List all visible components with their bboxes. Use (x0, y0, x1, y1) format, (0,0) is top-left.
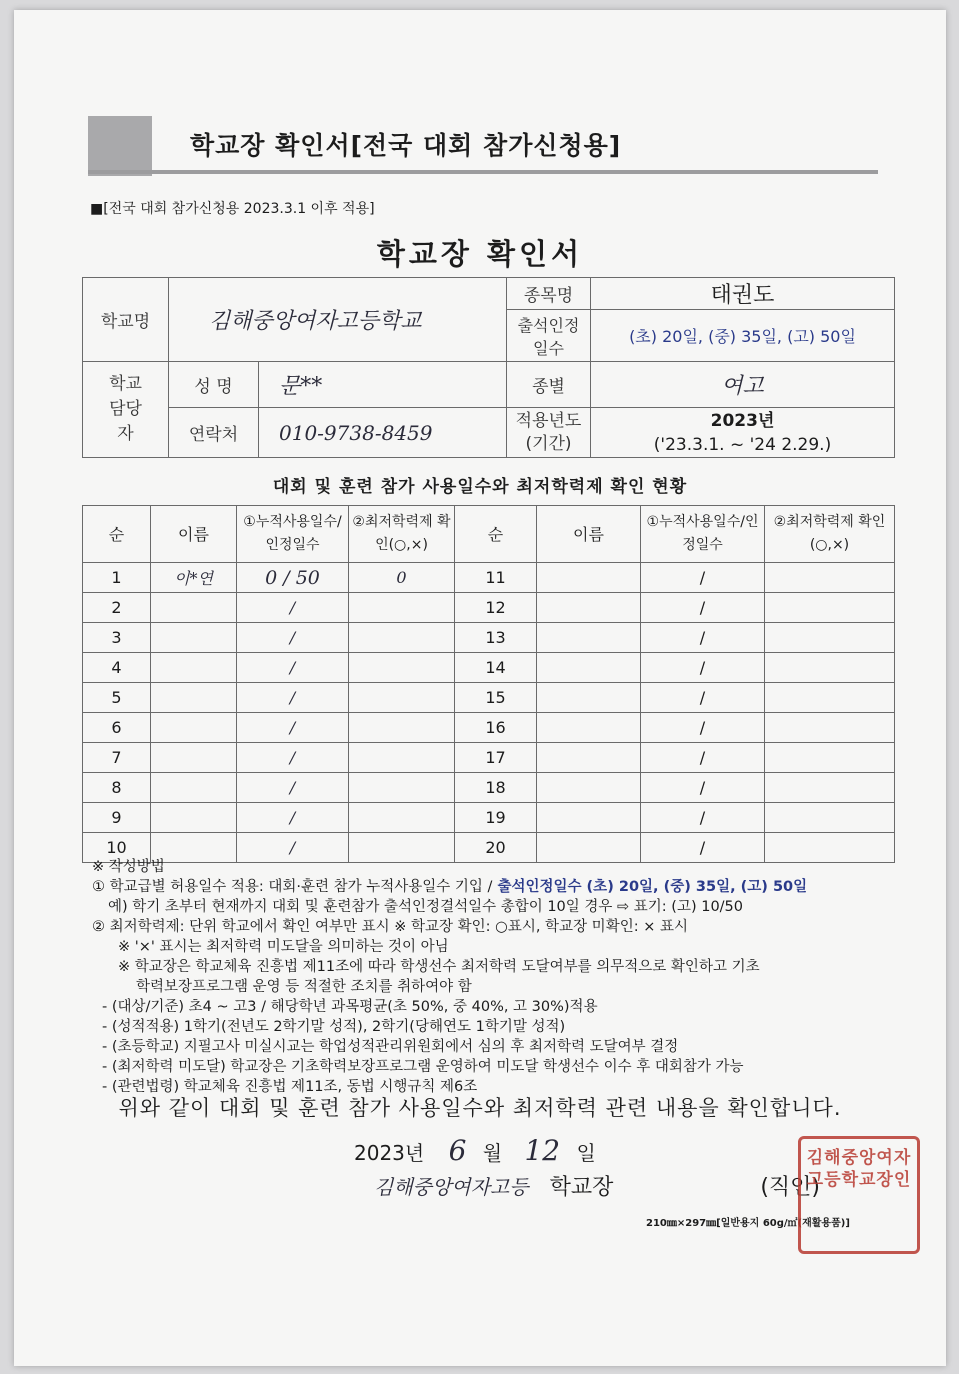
status-section-title: 대회 및 훈련 참가 사용일수와 최저학력제 확인 현황 (272, 477, 688, 497)
row-no: 9 (83, 803, 151, 833)
notes-heading: ※ 작성방법 (92, 859, 165, 875)
note-2: ② 최저학력제: 단위 학교에서 확인 여부만 표시 ※ 학교장 확인: ○표시, 학교장 미확인: × 표시 (92, 919, 688, 935)
row-name-2 (537, 623, 641, 653)
row-days-2: / (641, 683, 765, 713)
sport-label: 종목명 (507, 278, 591, 310)
row-name (151, 773, 237, 803)
row-no: 7 (83, 743, 151, 773)
row-name (151, 653, 237, 683)
row-name (151, 743, 237, 773)
row-name-2 (537, 593, 641, 623)
table-row (83, 683, 895, 713)
table-row (83, 623, 895, 653)
note-7: - (성적적용) 1학기(전년도 2학기말 성적), 2학기(당해연도 1학기말 성적) (102, 1019, 566, 1035)
row-days-2: / (641, 743, 765, 773)
status-header-row (83, 506, 895, 563)
table-row (83, 773, 895, 803)
table-row (83, 653, 895, 683)
row-check-2 (765, 623, 895, 653)
row-check-2 (765, 653, 895, 683)
row-name (151, 683, 237, 713)
attendance-label: 출석인정일수 (507, 310, 591, 362)
row-check-2 (765, 743, 895, 773)
row-name-2 (537, 683, 641, 713)
row-check-2 (765, 713, 895, 743)
row-days: / (237, 683, 349, 713)
period-value: ('23.3.1. ~ '24 2.29.) (653, 434, 832, 455)
contact-value: 010-9738-8459 (259, 408, 507, 458)
row-name-2 (537, 803, 641, 833)
row-no: 10 (83, 833, 151, 863)
school-name-value: 김해중앙여자고등학교 (169, 278, 507, 362)
row-days: 0 / 50 (237, 563, 349, 593)
date-year: 2023년 (354, 1141, 425, 1165)
col-check-header-2: ②최저학력제 확인(○,×) (765, 506, 895, 563)
kind-value: 여고 (591, 362, 895, 408)
header-rule (88, 170, 878, 174)
row-check (349, 743, 455, 773)
note-10: - (관련법령) 학교체육 진흥법 제11조, 동법 시행규칙 제6조 (102, 1079, 478, 1095)
year-cell (591, 408, 895, 458)
contact-label: 연락처 (169, 408, 259, 458)
school-name-label: 학교명 (83, 278, 169, 362)
official-seal (798, 1136, 920, 1254)
row-check (349, 593, 455, 623)
row-days: / (237, 593, 349, 623)
row-no: 8 (83, 773, 151, 803)
form-subheading: ■[전국 대회 참가신청용 2023.3.1 이후 적용] (90, 201, 375, 217)
document-title: 학교장 확인서 (376, 237, 584, 271)
row-name-2 (537, 743, 641, 773)
name-label: 성 명 (169, 362, 259, 408)
year-value: 2023년 (710, 410, 775, 431)
manager-name-value: 문** (259, 362, 507, 408)
note-3: ※ '×' 표시는 최저학력 미도달을 의미하는 것이 아님 (118, 939, 449, 955)
school-signature: 김해중앙여자고등 (374, 1175, 529, 1199)
date-day: 12 (524, 1134, 561, 1167)
table-row (83, 713, 895, 743)
row-no: 3 (83, 623, 151, 653)
status-table (82, 505, 895, 863)
row-no: 2 (83, 593, 151, 623)
row-name-2 (537, 563, 641, 593)
row-no: 6 (83, 713, 151, 743)
row-check (349, 713, 455, 743)
form-header-title: 학교장 확인서[전국 대회 참가신청용] (190, 131, 622, 160)
note-1a: ① 학교급별 허용일수 적용: 대회·훈련 참가 누적사용일수 기입 / (92, 879, 493, 895)
row-days-2: / (641, 653, 765, 683)
row-days: / (237, 833, 349, 863)
note-1 (92, 877, 912, 897)
note-8: - (초등학교) 지필고사 미실시교는 학업성적관리위원회에서 심의 후 최저학력 도달여부 결정 (102, 1039, 679, 1055)
row-no-2: 19 (455, 803, 537, 833)
row-days-2: / (641, 773, 765, 803)
kind-label: 종별 (507, 362, 591, 408)
row-no-2: 12 (455, 593, 537, 623)
row-days: / (237, 623, 349, 653)
row-no-2: 16 (455, 713, 537, 743)
row-check-2 (765, 773, 895, 803)
table-row (83, 803, 895, 833)
row-check (349, 803, 455, 833)
col-days-header: ①누적사용일수/인정일수 (237, 506, 349, 563)
row-days: / (237, 713, 349, 743)
note-4: ※ 학교장은 학교체육 진흥법 제11조에 따라 학생선수 최저학력 도달여부를 의무적으로 확인하고 기초 (118, 959, 760, 975)
row-no-2: 11 (455, 563, 537, 593)
year-label: 적용년도 (기간) (507, 408, 591, 458)
row-check (349, 623, 455, 653)
note-5: 학력보장프로그램 운영 등 적절한 조치를 취하여야 함 (136, 979, 472, 995)
col-no-header-2: 순 (455, 506, 537, 563)
col-check-header: ②최저학력제 확인(○,×) (349, 506, 455, 563)
row-days-2: / (641, 563, 765, 593)
row-no: 4 (83, 653, 151, 683)
row-name-2 (537, 773, 641, 803)
header-gray-block (88, 116, 152, 176)
col-days-header-2: ①누적사용일수/인정일수 (641, 506, 765, 563)
col-name-header-2: 이름 (537, 506, 641, 563)
seal-mark: (직인) (760, 1175, 820, 1200)
row-name-2 (537, 653, 641, 683)
row-days: / (237, 803, 349, 833)
signature-line (374, 1170, 820, 1201)
note-6: - (대상/기준) 초4 ~ 고3 / 해당학년 과목평균(초 50%, 중 40%, 고 30%)적용 (102, 999, 598, 1015)
principal-label: 학교장 (549, 1175, 614, 1200)
row-check-2 (765, 593, 895, 623)
row-name: 이*연 (151, 563, 237, 593)
row-no-2: 14 (455, 653, 537, 683)
row-no: 1 (83, 563, 151, 593)
row-check: 0 (349, 563, 455, 593)
row-no-2: 13 (455, 623, 537, 653)
date-day-unit: 일 (576, 1141, 596, 1165)
note-9: - (최저학력 미도달) 학교장은 기초학력보장프로그램 운영하여 미도달 학생선수 이수 후 대회참가 가능 (102, 1059, 744, 1075)
seal-text: 김해중앙여자고등학교장인 (806, 1148, 912, 1190)
confirmation-statement: 위와 같이 대회 및 훈련 참가 사용일수와 최저학력 관련 내용을 확인합니다. (118, 1096, 842, 1120)
row-no-2: 20 (455, 833, 537, 863)
attendance-value: (초) 20일, (중) 35일, (고) 50일 (591, 310, 895, 362)
note-1c: 예) 학기 초부터 현재까지 대회 및 훈련참가 출석인정결석일수 총합이 10일 경우 ⇨ 표기: (고) 10/50 (108, 899, 744, 915)
row-days-2: / (641, 593, 765, 623)
row-name-2 (537, 713, 641, 743)
col-no-header: 순 (83, 506, 151, 563)
row-name (151, 713, 237, 743)
note-1b: 출석인정일수 (초) 20일, (중) 35일, (고) 50일 (492, 879, 808, 895)
date-month-unit: 월 (482, 1141, 503, 1165)
manager-label: 학교 담당자 (83, 362, 169, 458)
row-check-2 (765, 803, 895, 833)
status-rows (83, 563, 895, 863)
row-days: / (237, 653, 349, 683)
row-check (349, 653, 455, 683)
row-name (151, 803, 237, 833)
row-days-2: / (641, 713, 765, 743)
row-days-2: / (641, 803, 765, 833)
paper-size-note: 210㎜×297㎜[일반용지 60g/㎡(재활용품)] (646, 1218, 850, 1229)
row-name (151, 593, 237, 623)
row-no-2: 15 (455, 683, 537, 713)
row-days: / (237, 743, 349, 773)
instructions (92, 857, 912, 1097)
row-days: / (237, 773, 349, 803)
date-month: 6 (448, 1134, 467, 1167)
row-check (349, 683, 455, 713)
document-page (14, 10, 946, 1366)
row-days-2: / (641, 623, 765, 653)
row-check-2 (765, 683, 895, 713)
col-name-header: 이름 (151, 506, 237, 563)
row-no-2: 18 (455, 773, 537, 803)
table-row (83, 743, 895, 773)
table-row (83, 593, 895, 623)
row-no: 5 (83, 683, 151, 713)
row-check-2 (765, 563, 895, 593)
row-name (151, 623, 237, 653)
row-no-2: 17 (455, 743, 537, 773)
date-line (354, 1134, 596, 1167)
row-check (349, 773, 455, 803)
row-days-2: / (641, 833, 765, 863)
table-row (83, 563, 895, 593)
info-table (82, 277, 895, 458)
sport-value: 태권도 (591, 278, 895, 310)
